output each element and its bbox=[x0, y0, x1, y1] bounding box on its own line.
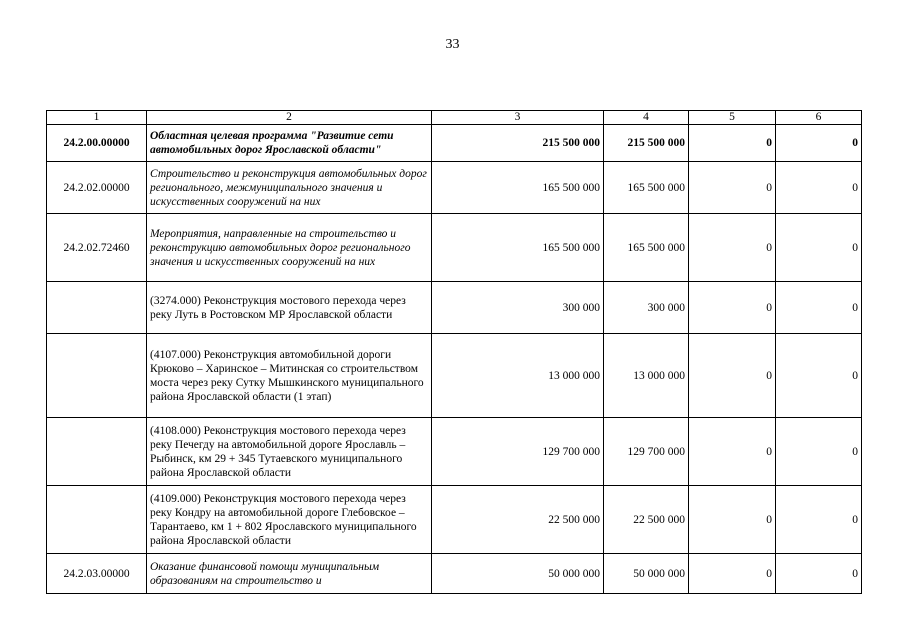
row-value-col5: 0 bbox=[689, 162, 776, 214]
row-value-col5: 0 bbox=[689, 125, 776, 162]
row-value-col3: 22 500 000 bbox=[432, 486, 604, 554]
row-code bbox=[47, 486, 147, 554]
row-value-col5: 0 bbox=[689, 334, 776, 418]
row-value-col3: 165 500 000 bbox=[432, 214, 604, 282]
row-name: (4109.000) Реконструкция мостового перехода через реку Кондру на автомобильной дороге Глебовское – Тарантаево, км 1 + 802 Ярославского муниципального района Ярославской области bbox=[147, 486, 432, 554]
row-value-col6: 0 bbox=[776, 554, 862, 594]
row-value-col6: 0 bbox=[776, 162, 862, 214]
table-row bbox=[47, 214, 862, 282]
row-code: 24.2.02.00000 bbox=[47, 162, 147, 214]
row-code bbox=[47, 334, 147, 418]
row-value-col6: 0 bbox=[776, 125, 862, 162]
row-value-col3: 129 700 000 bbox=[432, 418, 604, 486]
row-value-col4: 13 000 000 bbox=[604, 334, 689, 418]
row-code: 24.2.00.00000 bbox=[47, 125, 147, 162]
row-value-col3: 165 500 000 bbox=[432, 162, 604, 214]
row-value-col3: 50 000 000 bbox=[432, 554, 604, 594]
row-value-col4: 300 000 bbox=[604, 282, 689, 334]
row-value-col5: 0 bbox=[689, 486, 776, 554]
row-value-col3: 215 500 000 bbox=[432, 125, 604, 162]
row-value-col4: 129 700 000 bbox=[604, 418, 689, 486]
table-row bbox=[47, 334, 862, 418]
row-code: 24.2.02.72460 bbox=[47, 214, 147, 282]
table-row bbox=[47, 486, 862, 554]
column-header: 6 bbox=[776, 111, 862, 125]
row-code bbox=[47, 282, 147, 334]
column-header: 5 bbox=[689, 111, 776, 125]
page-number: 33 bbox=[445, 37, 460, 52]
row-value-col5: 0 bbox=[689, 214, 776, 282]
row-value-col5: 0 bbox=[689, 282, 776, 334]
row-value-col5: 0 bbox=[689, 418, 776, 486]
column-header: 1 bbox=[47, 111, 147, 125]
row-value-col3: 13 000 000 bbox=[432, 334, 604, 418]
row-name: (4108.000) Реконструкция мостового перехода через реку Печегду на автомобильной дороге Ярославль – Рыбинск, км 29 + 345 Тутаевского муниципального района Ярославской области bbox=[147, 418, 432, 486]
row-value-col5: 0 bbox=[689, 554, 776, 594]
row-code: 24.2.03.00000 bbox=[47, 554, 147, 594]
row-value-col4: 165 500 000 bbox=[604, 214, 689, 282]
column-header: 3 bbox=[432, 111, 604, 125]
row-name: Оказание финансовой помощи муниципальным образованиям на строительство и bbox=[147, 554, 432, 594]
column-header: 4 bbox=[604, 111, 689, 125]
table-row bbox=[47, 554, 862, 594]
row-name: Областная целевая программа "Развитие сети автомобильных дорог Ярославской области" bbox=[147, 125, 432, 162]
budget-table-container bbox=[46, 110, 862, 640]
row-name: Мероприятия, направленные на строительство и реконструкцию автомобильных дорог регионального значения и искусственных сооружений на них bbox=[147, 214, 432, 282]
row-code bbox=[47, 418, 147, 486]
row-name: (4107.000) Реконструкция автомобильной дороги Крюково – Харинское – Митинская со строительством моста через реку Сутку Мышкинского муниципального района Ярославской области (1 этап) bbox=[147, 334, 432, 418]
row-value-col3: 300 000 bbox=[432, 282, 604, 334]
row-value-col6: 0 bbox=[776, 334, 862, 418]
table-row bbox=[47, 418, 862, 486]
table-row bbox=[47, 162, 862, 214]
row-value-col4: 50 000 000 bbox=[604, 554, 689, 594]
row-value-col4: 22 500 000 bbox=[604, 486, 689, 554]
row-value-col4: 165 500 000 bbox=[604, 162, 689, 214]
table-header-row bbox=[47, 111, 862, 125]
row-value-col6: 0 bbox=[776, 282, 862, 334]
row-name: (3274.000) Реконструкция мостового перехода через реку Луть в Ростовском МР Ярославской области bbox=[147, 282, 432, 334]
table-row bbox=[47, 125, 862, 162]
row-value-col6: 0 bbox=[776, 486, 862, 554]
table-row bbox=[47, 282, 862, 334]
row-value-col4: 215 500 000 bbox=[604, 125, 689, 162]
row-name: Строительство и реконструкция автомобильных дорог регионального, межмуниципального значения и искусственных сооружений на них bbox=[147, 162, 432, 214]
row-value-col6: 0 bbox=[776, 214, 862, 282]
budget-table bbox=[46, 110, 862, 594]
row-value-col6: 0 bbox=[776, 418, 862, 486]
column-header: 2 bbox=[147, 111, 432, 125]
